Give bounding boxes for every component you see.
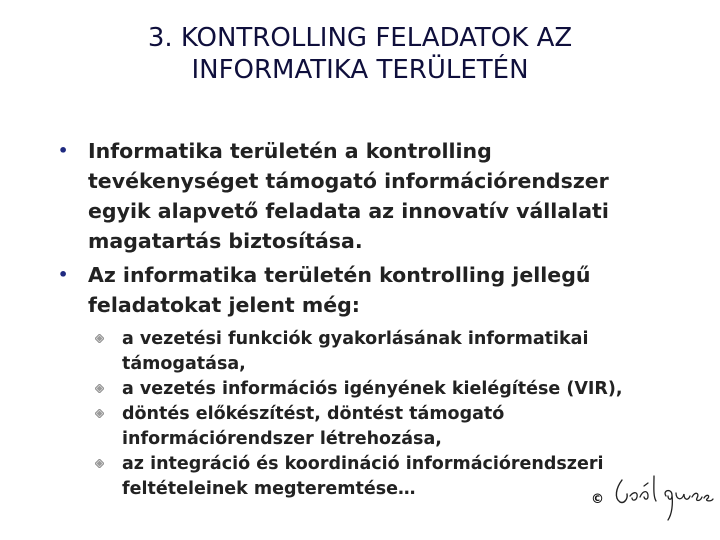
bullet-line: Az informatika területén kontrolling jellegű — [88, 263, 591, 287]
bullet-item-2 — [55, 260, 695, 320]
bullet-line: Informatika területén a kontrolling — [88, 139, 492, 163]
bullet-line: tevékenységet támogató információrendszer — [88, 169, 609, 193]
sub-bullet-line: az integráció és koordináció információrendszeri — [122, 454, 604, 474]
diamond-bullet-icon — [95, 459, 104, 468]
sub-bullet-item-1 — [95, 327, 695, 377]
sub-bullet-line: támogatása, — [122, 354, 246, 374]
bullet-dot-icon: • — [58, 141, 69, 160]
sub-bullet-item-2 — [95, 377, 695, 402]
title-line-2: INFORMATIKA TERÜLETÉN — [191, 55, 529, 85]
sub-bullet-line: a vezetési funkciók gyakorlásának informatikai — [122, 329, 589, 349]
sub-bullet-item-4 — [95, 452, 695, 502]
slide-title — [60, 22, 660, 86]
bullet-item-1 — [55, 136, 695, 256]
bullet-line: magatartás biztosítása. — [88, 229, 363, 253]
diamond-bullet-icon — [95, 409, 104, 418]
handwritten-signature — [610, 466, 715, 524]
main-bullet-list — [55, 136, 695, 324]
bullet-line: feladatokat jelent még: — [88, 293, 361, 317]
sub-bullet-line: információrendszer létrehozása, — [122, 429, 442, 449]
sub-bullet-line: feltételeinek megteremtése… — [122, 479, 416, 499]
sub-bullet-list — [95, 327, 695, 502]
diamond-bullet-icon — [95, 334, 104, 343]
sub-bullet-line: a vezetés információs igényének kielégítése (VIR), — [122, 379, 623, 399]
title-line-1: 3. KONTROLLING FELADATOK AZ — [147, 23, 573, 53]
sub-bullet-item-3 — [95, 402, 695, 452]
bullet-dot-icon: • — [58, 265, 69, 284]
bullet-line: egyik alapvető feladata az innovatív vállalati — [88, 199, 609, 223]
copyright-symbol: © — [591, 492, 604, 507]
diamond-bullet-icon — [95, 384, 104, 393]
sub-bullet-line: döntés előkészítést, döntést támogató — [122, 404, 505, 424]
